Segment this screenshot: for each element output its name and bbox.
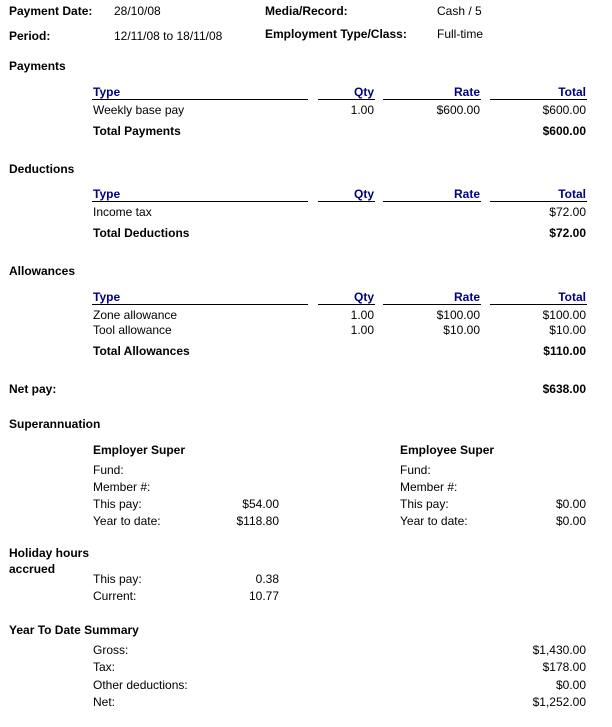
table-row-type: Tool allowance — [93, 323, 172, 337]
allowances-rate-rule — [383, 304, 481, 305]
deductions-col-qty: Qty — [353, 187, 374, 201]
allowances-type-rule — [92, 304, 308, 305]
table-row-type: Zone allowance — [93, 308, 178, 322]
holiday-this-pay-label: This pay: — [93, 572, 142, 586]
table-row-total: $72.00 — [549, 205, 586, 219]
allowances-section-title: Allowances — [9, 264, 76, 278]
total-deductions-value: $72.00 — [549, 226, 586, 240]
employer-fund-label: Fund: — [93, 463, 124, 477]
ytd-net-value: $1,252.00 — [532, 695, 586, 709]
table-row-qty: 1.00 — [350, 308, 374, 322]
employment-type-label: Employment Type/Class: — [265, 27, 407, 41]
holiday-hours-title: Holiday hours — [9, 546, 90, 560]
total-payments-value: $600.00 — [542, 124, 586, 138]
employer-ytd-value: $118.80 — [236, 514, 279, 528]
deductions-col-total: Total — [558, 187, 586, 201]
holiday-current-label: Current: — [93, 589, 137, 603]
table-row-type: Weekly base pay — [93, 103, 185, 117]
holiday-this-pay-value: 0.38 — [255, 572, 279, 586]
ytd-tax-label: Tax: — [93, 660, 116, 674]
ytd-gross-value: $1,430.00 — [532, 643, 586, 657]
employer-this-pay-label: This pay: — [93, 497, 142, 511]
allowances-col-total: Total — [558, 290, 586, 304]
payments-qty-rule — [318, 99, 375, 100]
payment-date-value: 28/10/08 — [114, 4, 161, 18]
employee-this-pay-value: $0.00 — [555, 497, 586, 511]
deductions-type-rule — [92, 201, 308, 202]
media-record-value: Cash / 5 — [437, 4, 482, 18]
deductions-section-title: Deductions — [9, 162, 75, 176]
total-payments-label: Total Payments — [93, 124, 181, 138]
employee-fund-label: Fund: — [400, 463, 431, 477]
employee-this-pay-label: This pay: — [400, 497, 449, 511]
allowances-col-qty: Qty — [353, 290, 374, 304]
table-row-total: $600.00 — [542, 103, 586, 117]
employment-type-value: Full-time — [437, 27, 484, 41]
table-row-qty: 1.00 — [350, 103, 374, 117]
allowances-col-rate: Rate — [453, 290, 480, 304]
total-allowances-label: Total Allowances — [93, 344, 190, 358]
net-pay-label: Net pay: — [9, 382, 57, 396]
employee-ytd-value: $0.00 — [555, 514, 586, 528]
payments-section-title: Payments — [9, 59, 66, 73]
deductions-total-rule — [490, 201, 587, 202]
employer-member-label: Member #: — [93, 480, 151, 494]
table-row-qty: 1.00 — [350, 323, 374, 337]
media-record-label: Media/Record: — [265, 4, 348, 18]
ytd-other-deductions-label: Other deductions: — [93, 678, 188, 692]
payments-col-total: Total — [558, 85, 586, 99]
payments-rate-rule — [383, 99, 481, 100]
payments-col-rate: Rate — [453, 85, 480, 99]
ytd-other-deductions-value: $0.00 — [555, 678, 586, 692]
employer-ytd-label: Year to date: — [93, 514, 161, 528]
holiday-current-value: 10.77 — [248, 589, 279, 603]
employer-super-title: Employer Super — [93, 443, 186, 457]
period-value: 12/11/08 to 18/11/08 — [114, 29, 223, 43]
ytd-tax-value: $178.00 — [542, 660, 586, 674]
table-row-rate: $100.00 — [436, 308, 480, 322]
ytd-summary-title: Year To Date Summary — [9, 623, 139, 637]
deductions-col-type: Type — [93, 187, 121, 201]
deductions-qty-rule — [318, 201, 375, 202]
employee-super-title: Employee Super — [400, 443, 495, 457]
payments-type-rule — [92, 99, 308, 100]
superannuation-section-title: Superannuation — [9, 417, 101, 431]
ytd-gross-label: Gross: — [93, 643, 129, 657]
holiday-hours-title-line2: accrued — [9, 562, 56, 576]
employee-member-label: Member #: — [400, 480, 458, 494]
deductions-rate-rule — [383, 201, 481, 202]
deductions-col-rate: Rate — [453, 187, 480, 201]
period-label: Period: — [9, 29, 51, 43]
ytd-net-label: Net: — [93, 695, 116, 709]
table-row-total: $100.00 — [542, 308, 586, 322]
table-row-rate: $600.00 — [436, 103, 480, 117]
employee-ytd-label: Year to date: — [400, 514, 468, 528]
payments-col-type: Type — [93, 85, 121, 99]
net-pay-value: $638.00 — [542, 382, 586, 396]
payments-total-rule — [490, 99, 587, 100]
total-allowances-value: $110.00 — [543, 344, 586, 358]
allowances-total-rule — [490, 304, 587, 305]
employer-this-pay-value: $54.00 — [242, 497, 279, 511]
table-row-rate: $10.00 — [443, 323, 480, 337]
total-deductions-label: Total Deductions — [93, 226, 190, 240]
allowances-col-type: Type — [93, 290, 121, 304]
allowances-qty-rule — [318, 304, 375, 305]
table-row-total: $10.00 — [549, 323, 586, 337]
table-row-type: Income tax — [93, 205, 152, 219]
payment-date-label: Payment Date: — [9, 4, 93, 18]
payments-col-qty: Qty — [353, 85, 374, 99]
